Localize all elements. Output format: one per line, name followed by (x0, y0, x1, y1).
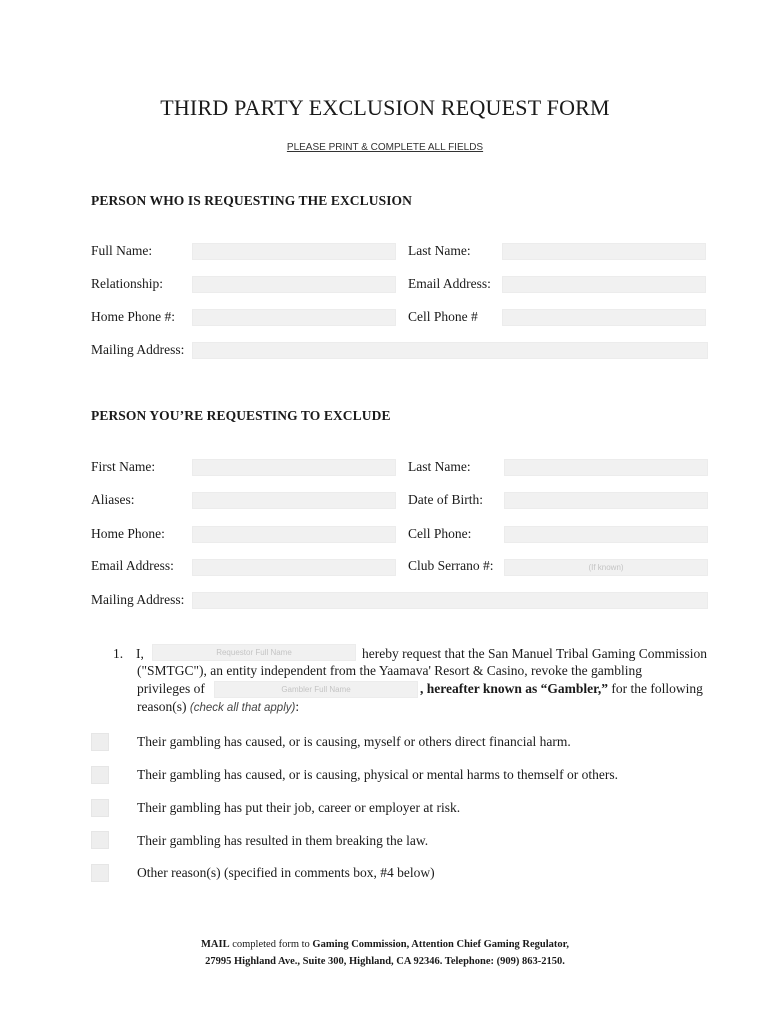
footer-destination: Gaming Commission, Attention Chief Gaming Regulator, (312, 939, 569, 950)
excluded-mailing-address-label: Mailing Address: (91, 592, 185, 607)
requester-last-name-field[interactable] (502, 243, 706, 260)
reason-checkbox-other[interactable] (91, 864, 109, 882)
requester-section-heading: PERSON WHO IS REQUESTING THE EXCLUSION (91, 193, 413, 208)
request-line3-start: privileges of (137, 681, 205, 696)
requester-full-name-field[interactable] (192, 243, 396, 260)
footer-mail-word: MAIL (201, 939, 230, 950)
excluded-dob-label: Date of Birth: (408, 492, 483, 507)
club-serrano-label: Club Serrano #: (408, 558, 494, 573)
requester-relationship-label: Relationship: (91, 276, 163, 291)
page-title: THIRD PARTY EXCLUSION REQUEST FORM (160, 95, 610, 120)
requester-home-phone-label: Home Phone #: (91, 309, 175, 324)
reason-checkbox-harm[interactable] (91, 766, 109, 784)
excluded-home-phone-field[interactable] (192, 526, 396, 543)
gambler-term: , hereafter known as “Gambler,” (420, 681, 608, 696)
requester-mailing-address-label: Mailing Address: (91, 342, 185, 357)
footer-line1 (0, 936, 770, 953)
reason-checkbox-law[interactable] (91, 831, 109, 849)
excluded-home-phone-label: Home Phone: (91, 526, 165, 541)
request-line4-end: : (295, 699, 300, 714)
excluded-cell-phone-field[interactable] (504, 526, 708, 543)
request-number: 1. (113, 646, 124, 661)
requester-cell-phone-field[interactable] (502, 309, 706, 326)
excluded-first-name-field[interactable] (192, 459, 396, 476)
requestor-full-name-field[interactable] (152, 644, 356, 661)
reason-job-label: Their gambling has put their job, career or employer at risk. (137, 800, 461, 815)
excluded-first-name-label: First Name: (91, 459, 156, 474)
reason-other-label: Other reason(s) (specified in comments box, #4 below) (137, 865, 435, 880)
requester-full-name-label: Full Name: (91, 243, 153, 258)
request-line3-tail: for the following (608, 681, 703, 696)
page-subtitle: PLEASE PRINT & COMPLETE ALL FIELDS (286, 142, 484, 153)
requester-cell-phone-label: Cell Phone # (408, 309, 478, 324)
reason-harm-label: Their gambling has caused, or is causing, physical or mental harms to themself or others. (137, 767, 619, 782)
excluded-dob-field[interactable] (504, 492, 708, 509)
gambler-full-name-field[interactable] (214, 681, 418, 698)
request-line4-start: reason(s) (137, 699, 190, 714)
check-all-note: (check all that apply) (189, 702, 296, 714)
request-line3-end (420, 680, 703, 698)
excluded-mailing-address-field[interactable] (192, 592, 708, 609)
footer-mail-instructions (0, 936, 770, 970)
reason-checkbox-financial[interactable] (91, 733, 109, 751)
reason-law-label: Their gambling has resulted in them breaking the law. (137, 833, 429, 848)
excluded-aliases-field[interactable] (192, 492, 396, 509)
request-line2-text: ("SMTGC"), an entity independent from the Yaamava' Resort & Casino, revoke the gambling (137, 663, 642, 678)
requester-home-phone-field[interactable] (192, 309, 396, 326)
reason-checkbox-job[interactable] (91, 799, 109, 817)
requester-last-name-label: Last Name: (408, 243, 471, 258)
excluded-email-field[interactable] (192, 559, 396, 576)
excluded-section-heading: PERSON YOU’RE REQUESTING TO EXCLUDE (91, 408, 391, 423)
requester-email-label: Email Address: (408, 276, 491, 291)
requester-relationship-field[interactable] (192, 276, 396, 293)
excluded-last-name-field[interactable] (504, 459, 708, 476)
excluded-email-label: Email Address: (91, 558, 174, 573)
excluded-cell-phone-label: Cell Phone: (408, 526, 472, 541)
reason-financial-label: Their gambling has caused, or is causing, myself or others direct financial harm. (137, 734, 571, 749)
request-pronoun: I, (136, 646, 144, 661)
excluded-last-name-label: Last Name: (408, 459, 471, 474)
excluded-aliases-label: Aliases: (91, 492, 135, 507)
club-serrano-field[interactable] (504, 559, 708, 576)
footer-address: 27995 Highland Ave., Suite 300, Highland, CA 92346. Telephone: (909) 863-2150. (205, 956, 565, 967)
request-line1-text: hereby request that the San Manuel Tribal Gaming Commission (362, 646, 707, 661)
requester-email-field[interactable] (502, 276, 706, 293)
request-line4 (137, 698, 299, 717)
footer-line2 (0, 953, 770, 970)
requester-mailing-address-field[interactable] (192, 342, 708, 359)
footer-mail-text: completed form to (229, 939, 313, 950)
